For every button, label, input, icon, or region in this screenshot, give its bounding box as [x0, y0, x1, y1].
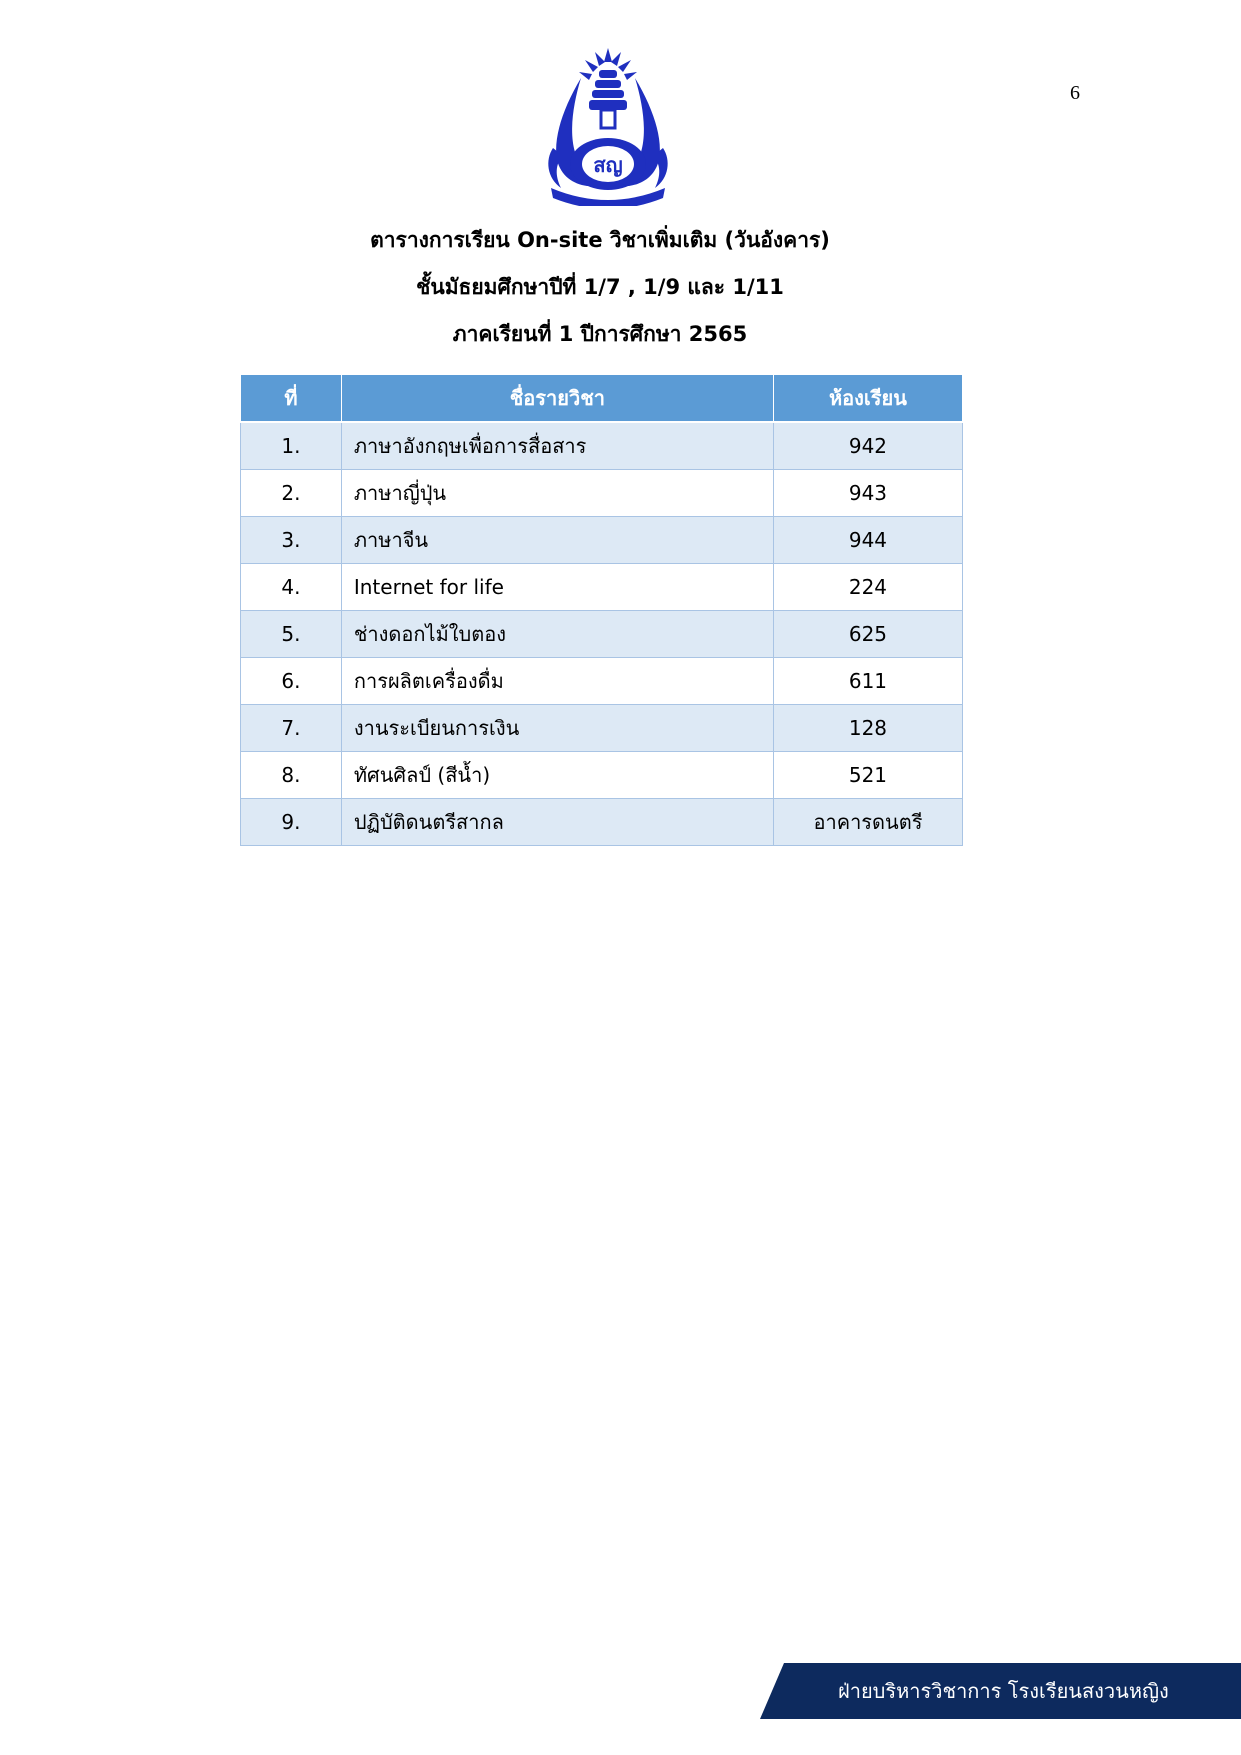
table-row [241, 422, 963, 470]
row-room: 128 [773, 705, 962, 752]
row-room: 942 [773, 422, 962, 470]
row-subject: ภาษาจีน [341, 517, 773, 564]
row-number: 2. [241, 470, 342, 517]
row-subject: ช่างดอกไม้ใบตอง [341, 611, 773, 658]
table-row [241, 705, 963, 752]
row-subject: Internet for life [341, 564, 773, 611]
row-room: อาคารดนตรี [773, 799, 962, 846]
footer-banner [760, 1663, 1241, 1719]
table-row [241, 470, 963, 517]
row-number: 1. [241, 422, 342, 470]
row-room: 521 [773, 752, 962, 799]
row-subject: ภาษาญี่ปุ่น [341, 470, 773, 517]
table-row [241, 564, 963, 611]
header-room: ห้องเรียน [773, 375, 962, 423]
row-number: 4. [241, 564, 342, 611]
title-line-1: ตารางการเรียน On-site วิชาเพิ่มเติม (วันอังคาร) [370, 228, 830, 252]
row-subject: ภาษาอังกฤษเพื่อการสื่อสาร [341, 422, 773, 470]
row-number: 5. [241, 611, 342, 658]
document-title [0, 220, 1200, 361]
schedule-table [240, 374, 963, 846]
header-subject: ชื่อรายวิชา [341, 375, 773, 423]
row-room: 944 [773, 517, 962, 564]
footer-text: ฝ่ายบริหารวิชาการ โรงเรียนสงวนหญิง [838, 1679, 1169, 1703]
row-room: 625 [773, 611, 962, 658]
page-number: 6 [1070, 82, 1080, 104]
row-subject: งานระเบียนการเงิน [341, 705, 773, 752]
row-subject: การผลิตเครื่องดื่ม [341, 658, 773, 705]
row-subject: ทัศนศิลป์ (สีน้ำ) [341, 752, 773, 799]
row-number: 3. [241, 517, 342, 564]
table-row [241, 658, 963, 705]
table-header-row [241, 375, 963, 423]
row-room: 224 [773, 564, 962, 611]
table-row [241, 752, 963, 799]
school-logo [543, 48, 673, 206]
table-row [241, 799, 963, 846]
table-row [241, 611, 963, 658]
title-line-3: ภาคเรียนที่ 1 ปีการศึกษา 2565 [452, 322, 748, 346]
table-row [241, 517, 963, 564]
svg-text:สญ: สญ [593, 153, 623, 177]
row-number: 7. [241, 705, 342, 752]
row-number: 9. [241, 799, 342, 846]
row-subject: ปฏิบัติดนตรีสากล [341, 799, 773, 846]
row-room: 943 [773, 470, 962, 517]
title-line-2: ชั้นมัธยมศึกษาปีที่ 1/7 , 1/9 และ 1/11 [416, 275, 784, 299]
row-room: 611 [773, 658, 962, 705]
row-number: 8. [241, 752, 342, 799]
row-number: 6. [241, 658, 342, 705]
header-no: ที่ [241, 375, 342, 423]
